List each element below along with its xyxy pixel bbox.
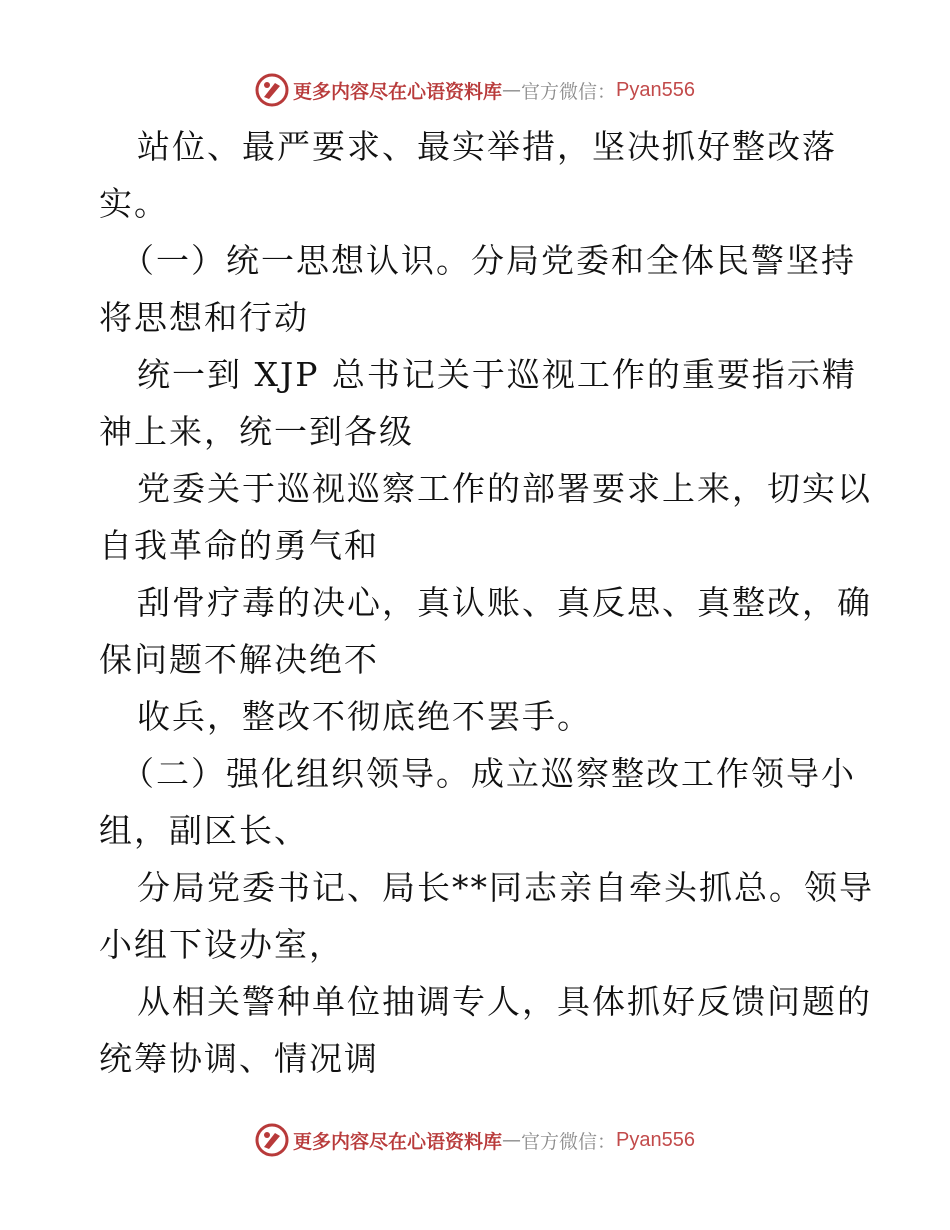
body-line: 将思想和行动	[99, 298, 309, 337]
body-line: （一）统一思想认识。分局党委和全体民警坚持	[121, 241, 856, 280]
header-official-text: 官方微信：	[521, 80, 617, 103]
body-line: 统一到 XJP 总书记关于巡视工作的重要指示精	[137, 355, 857, 394]
footer-brand-text: 更多内容尽在心语资料库	[293, 1130, 503, 1153]
footer-official-text: 官方微信：	[521, 1130, 617, 1153]
footer-handle: Pyan556	[616, 1128, 695, 1151]
body-line: 刮骨疗毒的决心，真认账、真反思、真整改，确	[137, 583, 872, 622]
body-line: 站位、最严要求、最实举措，坚决抓好整改落	[137, 127, 837, 166]
body-line: 从相关警种单位抽调专人，具体抓好反馈问题的	[137, 982, 872, 1021]
header-dash: —	[502, 79, 522, 101]
brand-logo-icon	[255, 1123, 289, 1157]
body-line: 分局党委书记、局长**同志亲自牵头抓总。领导	[137, 868, 874, 907]
body-line: 收兵，整改不彻底绝不罢手。	[137, 697, 592, 736]
body-line: 小组下设办室，	[99, 925, 344, 964]
body-line: 统筹协调、情况调	[99, 1039, 379, 1078]
footer-watermark-banner	[0, 1120, 950, 1160]
footer-dash: —	[502, 1129, 522, 1151]
body-line: （二）强化组织领导。成立巡察整改工作领导小	[121, 754, 856, 793]
body-line: 保问题不解决绝不	[99, 640, 379, 679]
document-body	[99, 118, 874, 1087]
body-line: 组，副区长、	[99, 811, 309, 850]
body-line: 党委关于巡视巡察工作的部署要求上来，切实以	[137, 469, 872, 508]
header-watermark-banner	[0, 70, 950, 110]
header-handle: Pyan556	[616, 78, 695, 101]
brand-logo-icon	[255, 73, 289, 107]
body-line: 实。	[99, 184, 169, 223]
body-line: 自我革命的勇气和	[99, 526, 379, 565]
header-brand-text: 更多内容尽在心语资料库	[293, 80, 503, 103]
body-line: 神上来，统一到各级	[99, 412, 414, 451]
